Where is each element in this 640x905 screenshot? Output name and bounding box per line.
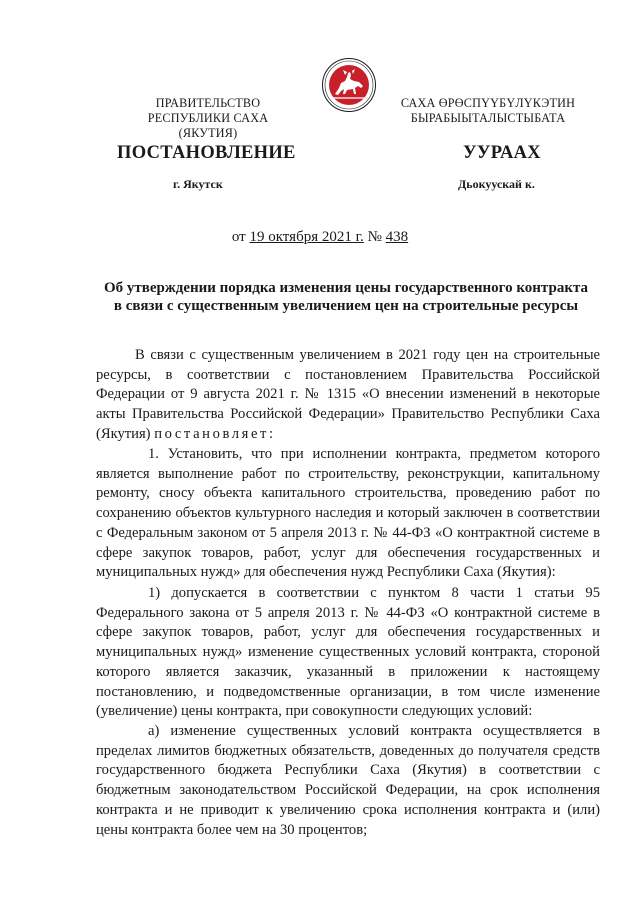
paragraph-1-1: 1) допускается в соответствии с пунктом 8 части 1 статьи 95 Федерального закона от 5 апреля 2013 г. № 44-ФЗ «О контрактной системе в сфере закупок товаров, работ, услуг для обеспечения государственных и муниципальных нужд» изменение существенных условий контракта, стороной которого является заказчик, указанный в приложении к настоящему постановлению, и подведомственные организации, в том числе изменение (увеличение) цены контракта, при совокупности следующих условий: bbox=[96, 585, 600, 720]
city-left: г. Якутск bbox=[173, 177, 223, 191]
document-date: 19 октября 2021 г. bbox=[249, 229, 364, 245]
header-left-org bbox=[118, 96, 298, 141]
header-left-line1: ПРАВИТЕЛЬСТВО bbox=[155, 96, 261, 110]
decree-word: постановляет: bbox=[154, 425, 276, 442]
header-left-line2: РЕСПУБЛИКИ САХА (ЯКУТИЯ) bbox=[147, 111, 269, 140]
document-title bbox=[96, 279, 596, 315]
number-label: № bbox=[363, 229, 386, 245]
paragraph-1: 1. Установить, что при исполнении контракта, предметом которого является выполнение работ по строительству, реконструкции, капитальному ремонту, сносу объекта капитального строительства, проведению работ по сохранению объектов культурного наследия и который заключен в соответствии с Федеральным законом от 5 апреля 2013 г. № 44-ФЗ «О контрактной системе в сфере закупок товаров, работ, услуг для обеспечения государственных и муниципальных нужд» для обеспечения нужд Республики Саха (Якутия): bbox=[96, 446, 600, 581]
preamble-text: В связи с существенным увеличением в 2021 году цен на строительные ресурсы, в соответствии с постановлением Правительства Российской Федерации от 9 августа 2021 г. № 1315 «О внесении изменений в некоторые акты Правительства Российской Федерации» Правительство Республики Саха (Якутия) bbox=[96, 347, 600, 442]
title-line2: в связи с существенным увеличением цен на строительные ресурсы bbox=[113, 298, 579, 314]
doctype-right: УУРААХ bbox=[463, 143, 541, 163]
header-right-org bbox=[384, 96, 592, 126]
header-right-line2: БЫРАБЫЫТАЛЫСТЫБАТА bbox=[410, 111, 566, 125]
coat-of-arms-icon bbox=[321, 57, 377, 113]
title-line1: Об утверждении порядка изменения цены государственного контракта bbox=[103, 280, 589, 296]
paragraph-preamble bbox=[96, 346, 600, 445]
paragraph-1-1-a: а) изменение существенных условий контракта осуществляется в пределах лимитов бюджетных обязательств, доведенных до получателя средств государственного бюджета Республики Саха (Якутия) в соответствии с бюджетным законодательством Российской Федерации, на срок исполнения контракта и не приводит к увеличению срока исполнения контракта и (или) цены контракта более чем на 30 процентов; bbox=[96, 723, 600, 838]
doctype-left: ПОСТАНОВЛЕНИЕ bbox=[117, 143, 296, 163]
document-number: 438 bbox=[385, 229, 409, 245]
date-prefix: от bbox=[231, 229, 250, 245]
date-number-line bbox=[0, 229, 640, 246]
city-right: Дьокуускай к. bbox=[458, 177, 535, 191]
header-right-line1: САХА ӨРӨСПҮҮБҮЛҮКЭТИН bbox=[400, 96, 576, 110]
